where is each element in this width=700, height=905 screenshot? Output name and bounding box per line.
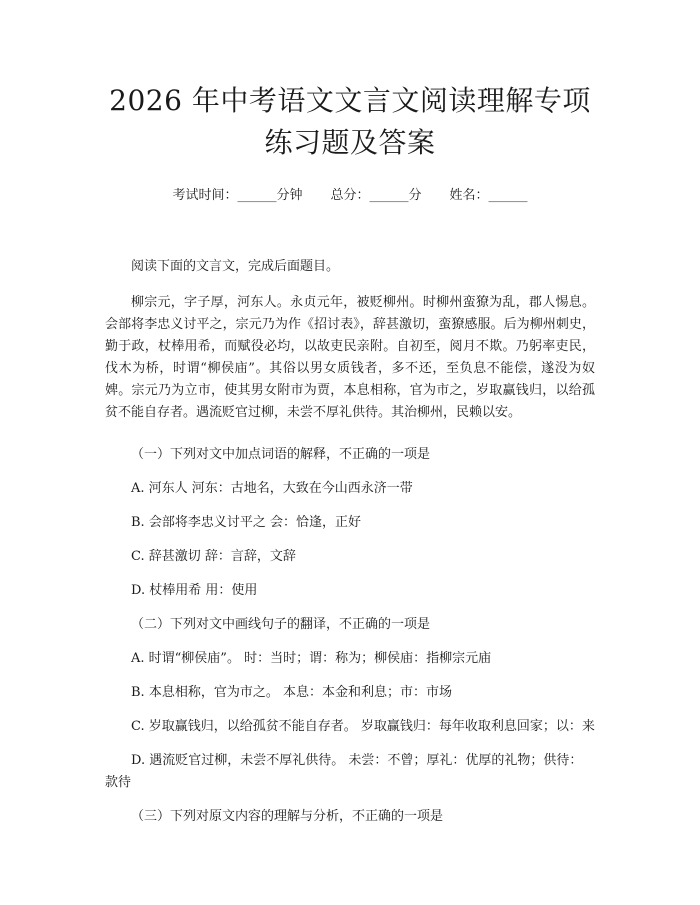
exam-info-line (105, 186, 595, 206)
question-1-option-a: A. 河东人 河东：古地名，大致在今山西永济一带 (131, 481, 413, 496)
student-name-field: 姓名：______ (449, 188, 528, 203)
question-2-option-a: A. 时谓“柳侯庙”。 时：当时；谓：称为；柳侯庙：指柳宗元庙 (131, 651, 492, 666)
question-1 (105, 444, 595, 602)
question-3 (105, 806, 595, 828)
question-1-option-b: B. 会部将李忠义讨平之 会：恰逢，正好 (131, 515, 361, 530)
question-1-option-c: C. 辞甚激切 辞：言辞，文辞 (131, 549, 296, 564)
question-2-option-b: B. 本息相称，官为市之。 本息：本金和利息；市：市场 (131, 685, 452, 700)
question-2-option-d: D. 遇流贬官过柳，未尝不厚礼供待。 未尝：不曾；厚礼：优厚的礼物；供待：款待 (105, 753, 583, 790)
classical-passage: 柳宗元，字子厚，河东人。永贞元年，被贬柳州。时柳州蛮獠为乱，郡人惕息。会部将李忠义讨平之，宗元乃为作《招讨表》，辞甚激切，蛮獠感服。后为柳州刺史，勤于政，杖棒用希，而赋役必均，以故吏民亲附。自初至，阅月不欺。乃躬率吏民，伐木为桥，时谓“柳侯庙”。其俗以男女质钱者，多不还，至负息不能偿，遂没为奴婢。宗元乃为立市，使其男女附市为贾，本息相称，官为市之，岁取赢钱归，以给孤贫不能自存者。遇流贬官过柳，未尝不厚礼供待。其治柳州，民赖以安。 (105, 295, 595, 420)
question-2-option-c: C. 岁取赢钱归，以给孤贫不能自存者。 岁取赢钱归：每年收取利息回家；以：来 (131, 719, 595, 734)
total-score-field: 总分：______分 (330, 188, 422, 203)
instruction-text: 阅读下面的文言文，完成后面题目。 (131, 259, 340, 274)
question-3-stem: （三）下列对原文内容的理解与分析，不正确的一项是 (131, 809, 444, 824)
question-1-stem: （一）下列对文中加点词语的解释，不正确的一项是 (131, 447, 431, 462)
question-2-stem: （二）下列对文中画线句子的翻译，不正确的一项是 (131, 617, 431, 632)
document-body (105, 256, 595, 828)
question-2 (105, 614, 595, 794)
exam-time-field: 考试时间：______分钟 (172, 188, 303, 203)
question-1-option-d: D. 杖棒用希 用：使用 (131, 583, 258, 598)
document-title: 2026 年中考语文文言文阅读理解专项练习题及答案 (109, 84, 591, 159)
